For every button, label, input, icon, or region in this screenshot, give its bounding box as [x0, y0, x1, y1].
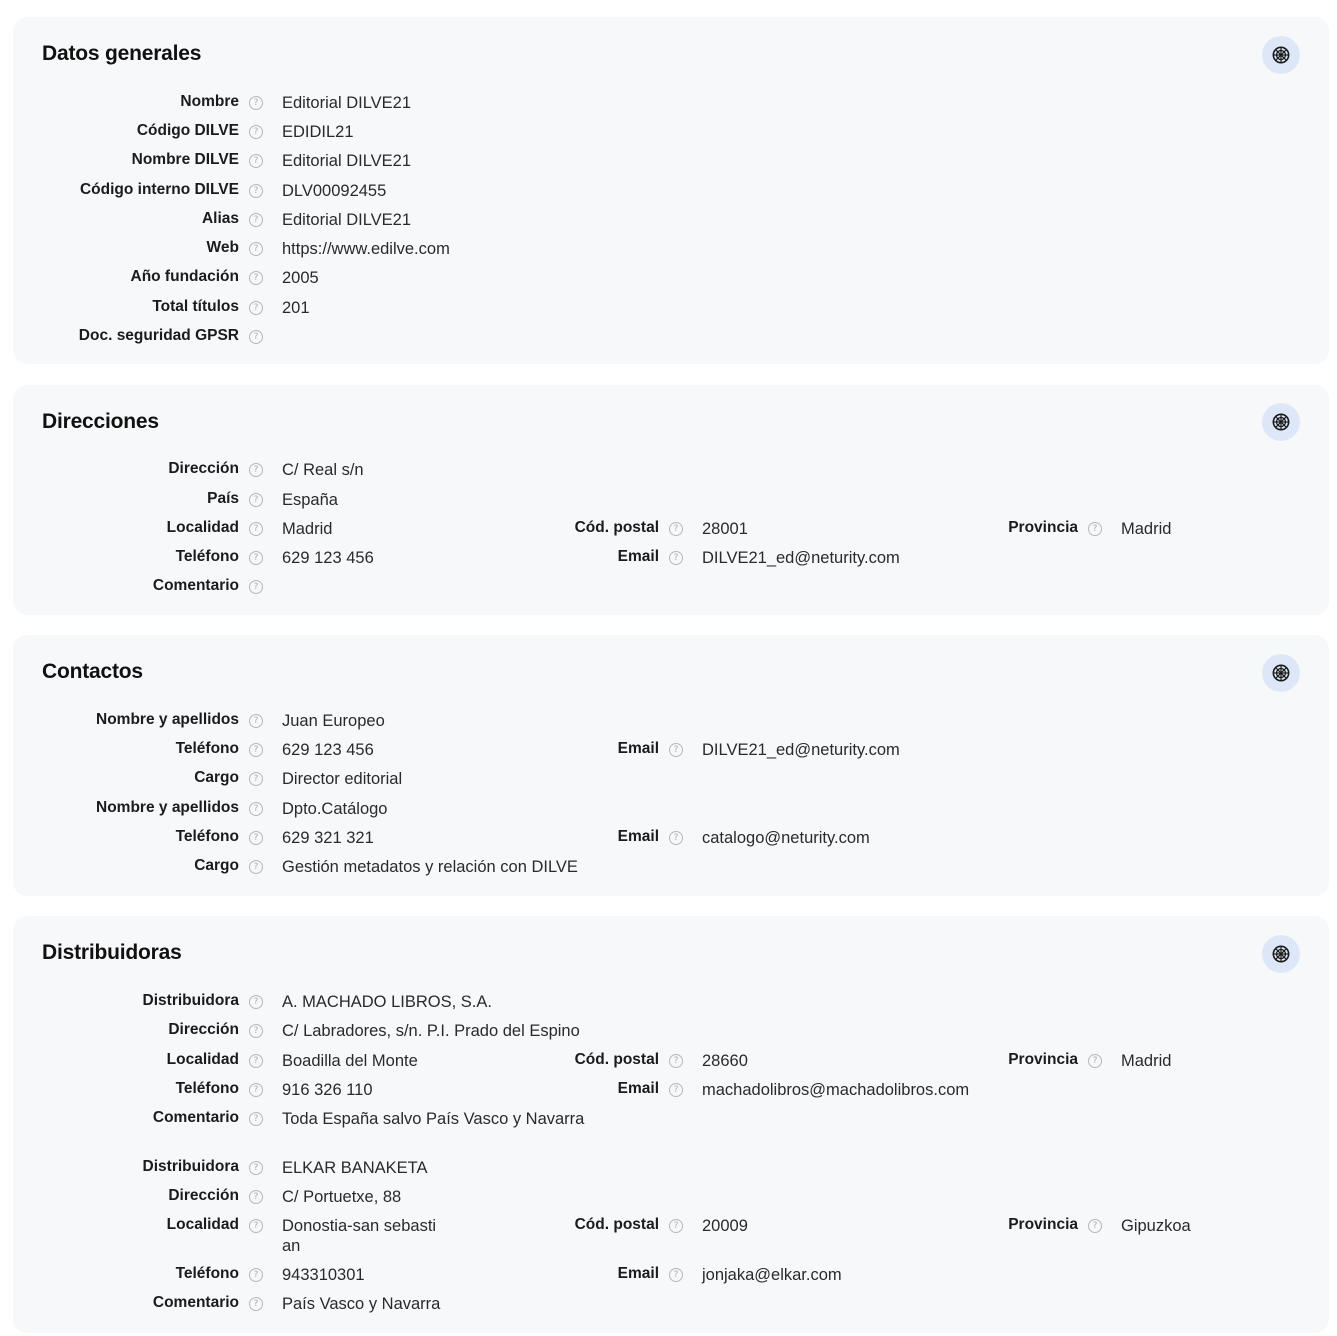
dharma-wheel-icon: [1272, 945, 1290, 963]
help-tooltip-icon[interactable]: ?: [249, 184, 263, 198]
field-label-doc-gpsr: Doc. seguridad GPSR: [78, 327, 239, 344]
help-tooltip-icon[interactable]: ?: [249, 1297, 263, 1311]
field-value-pais: España: [282, 491, 338, 509]
contactos-help-button[interactable]: [1262, 654, 1300, 692]
distribuidoras-title: Distribuidoras: [42, 941, 182, 964]
field-label-codigo-interno: Código interno DILVE: [79, 181, 239, 198]
field-value-total-titulos: 201: [282, 299, 310, 317]
help-tooltip-icon[interactable]: ?: [249, 301, 263, 315]
field-label-telefono: Teléfono: [175, 1080, 239, 1097]
field-label-provincia: Provincia: [1008, 519, 1078, 536]
field-label-localidad: Localidad: [166, 1051, 239, 1068]
help-tooltip-icon[interactable]: ?: [249, 242, 263, 256]
field-label-nombre-apellidos: Nombre y apellidos: [96, 711, 239, 728]
field-label-localidad: Localidad: [166, 519, 239, 536]
field-value-comentario: País Vasco y Navarra: [282, 1295, 441, 1313]
field-label-total-titulos: Total títulos: [152, 298, 239, 315]
help-tooltip-icon[interactable]: ?: [249, 551, 263, 565]
field-value-direccion: C/ Real s/n: [282, 461, 364, 479]
field-value-provincia: Madrid: [1121, 520, 1172, 538]
help-tooltip-icon[interactable]: ?: [1088, 522, 1102, 536]
help-tooltip-icon[interactable]: ?: [249, 125, 263, 139]
field-value-cargo: Director editorial: [282, 770, 403, 788]
field-label-alias: Alias: [201, 210, 239, 227]
field-value-nombre: Editorial DILVE21: [282, 94, 412, 112]
field-label-email: Email: [617, 548, 659, 565]
help-tooltip-icon[interactable]: ?: [1088, 1054, 1102, 1068]
help-tooltip-icon[interactable]: ?: [249, 802, 263, 816]
help-tooltip-icon[interactable]: ?: [249, 1219, 263, 1233]
field-value-direccion: C/ Labradores, s/n. P.I. Prado del Espino: [282, 1022, 580, 1040]
help-tooltip-icon[interactable]: ?: [249, 522, 263, 536]
field-label-cod-postal: Cód. postal: [574, 1216, 659, 1233]
field-value-email[interactable]: jonjaka@elkar.com: [702, 1266, 842, 1284]
datos-generales-card: [13, 17, 1329, 364]
help-tooltip-icon[interactable]: ?: [1088, 1219, 1102, 1233]
help-tooltip-icon[interactable]: ?: [249, 213, 263, 227]
help-tooltip-icon[interactable]: ?: [249, 1161, 263, 1175]
field-label-ano-fundacion: Año fundación: [130, 268, 239, 285]
help-tooltip-icon[interactable]: ?: [249, 1054, 263, 1068]
field-label-direccion: Dirección: [168, 1187, 239, 1204]
field-value-nombre-apellidos: Juan Europeo: [282, 712, 385, 730]
field-label-cod-postal: Cód. postal: [574, 519, 659, 536]
help-tooltip-icon[interactable]: ?: [249, 1112, 263, 1126]
contactos-card: [13, 635, 1329, 896]
field-label-telefono: Teléfono: [175, 1265, 239, 1282]
datos-generales-help-button[interactable]: [1262, 36, 1300, 74]
field-value-localidad: Donostia-san sebastian: [282, 1217, 437, 1255]
field-label-nombre: Nombre: [180, 93, 239, 110]
help-tooltip-icon[interactable]: ?: [669, 743, 683, 757]
direcciones-help-button[interactable]: [1262, 403, 1300, 441]
field-value-email[interactable]: DILVE21_ed@neturity.com: [702, 741, 900, 759]
field-value-email[interactable]: DILVE21_ed@neturity.com: [702, 549, 900, 567]
field-value-codigo-interno: DLV00092455: [282, 182, 387, 200]
field-value-telefono: 629 321 321: [282, 829, 374, 847]
help-tooltip-icon[interactable]: ?: [669, 522, 683, 536]
field-label-cargo: Cargo: [194, 857, 239, 874]
distribuidoras-help-button[interactable]: [1262, 935, 1300, 973]
help-tooltip-icon[interactable]: ?: [669, 551, 683, 565]
field-value-cod-postal: 20009: [702, 1217, 748, 1235]
direcciones-title: Direcciones: [42, 410, 159, 433]
distribuidoras-card: [13, 916, 1329, 1333]
field-label-comentario: Comentario: [152, 1109, 239, 1126]
help-tooltip-icon[interactable]: ?: [669, 1083, 683, 1097]
field-value-localidad: Madrid: [282, 520, 333, 538]
field-label-comentario: Comentario: [152, 577, 239, 594]
field-value-telefono: 629 123 456: [282, 549, 374, 567]
field-label-provincia: Provincia: [1008, 1216, 1078, 1233]
help-tooltip-icon[interactable]: ?: [249, 860, 263, 874]
help-tooltip-icon[interactable]: ?: [249, 1083, 263, 1097]
field-value-direccion: C/ Portuetxe, 88: [282, 1188, 402, 1206]
field-label-direccion: Dirección: [168, 460, 239, 477]
dharma-wheel-icon: [1272, 46, 1290, 64]
field-label-distribuidora: Distribuidora: [142, 992, 239, 1009]
field-value-cod-postal: 28660: [702, 1052, 748, 1070]
field-value-distribuidora: A. MACHADO LIBROS, S.A.: [282, 993, 492, 1011]
field-label-nombre-dilve: Nombre DILVE: [131, 151, 239, 168]
field-label-comentario: Comentario: [152, 1294, 239, 1311]
help-tooltip-icon[interactable]: ?: [249, 1268, 263, 1282]
field-value-nombre-apellidos: Dpto.Catálogo: [282, 800, 388, 818]
help-tooltip-icon[interactable]: ?: [249, 995, 263, 1009]
contactos-title: Contactos: [42, 660, 143, 683]
field-label-web: Web: [206, 239, 239, 256]
help-tooltip-icon[interactable]: ?: [249, 743, 263, 757]
field-value-nombre-dilve: Editorial DILVE21: [282, 152, 412, 170]
help-tooltip-icon[interactable]: ?: [249, 1190, 263, 1204]
help-tooltip-icon[interactable]: ?: [669, 1054, 683, 1068]
help-tooltip-icon[interactable]: ?: [249, 1024, 263, 1038]
field-value-provincia: Gipuzkoa: [1121, 1217, 1191, 1235]
field-label-cod-postal: Cód. postal: [574, 1051, 659, 1068]
field-label-telefono: Teléfono: [175, 548, 239, 565]
field-value-telefono: 629 123 456: [282, 741, 374, 759]
field-label-localidad: Localidad: [166, 1216, 239, 1233]
field-label-email: Email: [617, 1080, 659, 1097]
field-value-codigo-dilve: EDIDIL21: [282, 123, 354, 141]
field-label-pais: País: [207, 490, 239, 507]
help-tooltip-icon[interactable]: ?: [249, 831, 263, 845]
field-label-nombre-apellidos: Nombre y apellidos: [96, 799, 239, 816]
help-tooltip-icon[interactable]: ?: [669, 1268, 683, 1282]
dharma-wheel-icon: [1272, 413, 1290, 431]
field-label-telefono: Teléfono: [175, 740, 239, 757]
field-label-provincia: Provincia: [1008, 1051, 1078, 1068]
field-value-email[interactable]: machadolibros@machadolibros.com: [702, 1081, 970, 1099]
help-tooltip-icon[interactable]: ?: [249, 96, 263, 110]
field-value-telefono: 916 326 110: [282, 1081, 373, 1099]
help-tooltip-icon[interactable]: ?: [249, 330, 263, 344]
help-tooltip-icon[interactable]: ?: [249, 154, 263, 168]
help-tooltip-icon[interactable]: ?: [249, 580, 263, 594]
field-value-telefono: 943310301: [282, 1266, 365, 1284]
field-label-email: Email: [617, 740, 659, 757]
field-label-email: Email: [617, 1265, 659, 1282]
field-value-web[interactable]: https://www.edilve.com: [282, 240, 450, 258]
field-value-comentario: Toda España salvo País Vasco y Navarra: [282, 1110, 585, 1128]
field-label-distribuidora: Distribuidora: [142, 1158, 239, 1175]
help-tooltip-icon[interactable]: ?: [249, 271, 263, 285]
field-value-distribuidora: ELKAR BANAKETA: [282, 1159, 428, 1177]
field-value-cargo: Gestión metadatos y relación con DILVE: [282, 858, 578, 876]
field-value-provincia: Madrid: [1121, 1052, 1172, 1070]
field-label-telefono: Teléfono: [175, 828, 239, 845]
field-value-ano-fundacion: 2005: [282, 269, 319, 287]
field-label-email: Email: [617, 828, 659, 845]
help-tooltip-icon[interactable]: ?: [669, 831, 683, 845]
help-tooltip-icon[interactable]: ?: [669, 1219, 683, 1233]
field-value-email[interactable]: catalogo@neturity.com: [702, 829, 870, 847]
field-value-cod-postal: 28001: [702, 520, 748, 538]
help-tooltip-icon[interactable]: ?: [249, 463, 263, 477]
field-value-localidad: Boadilla del Monte: [282, 1052, 418, 1070]
field-label-cargo: Cargo: [194, 769, 239, 786]
help-tooltip-icon[interactable]: ?: [249, 493, 263, 507]
field-label-direccion: Dirección: [168, 1021, 239, 1038]
datos-generales-title: Datos generales: [42, 42, 202, 65]
field-label-codigo-dilve: Código DILVE: [136, 122, 239, 139]
dharma-wheel-icon: [1272, 664, 1290, 682]
help-tooltip-icon[interactable]: ?: [249, 772, 263, 786]
direcciones-card: [13, 385, 1329, 615]
field-value-alias: Editorial DILVE21: [282, 211, 412, 229]
help-tooltip-icon[interactable]: ?: [249, 714, 263, 728]
